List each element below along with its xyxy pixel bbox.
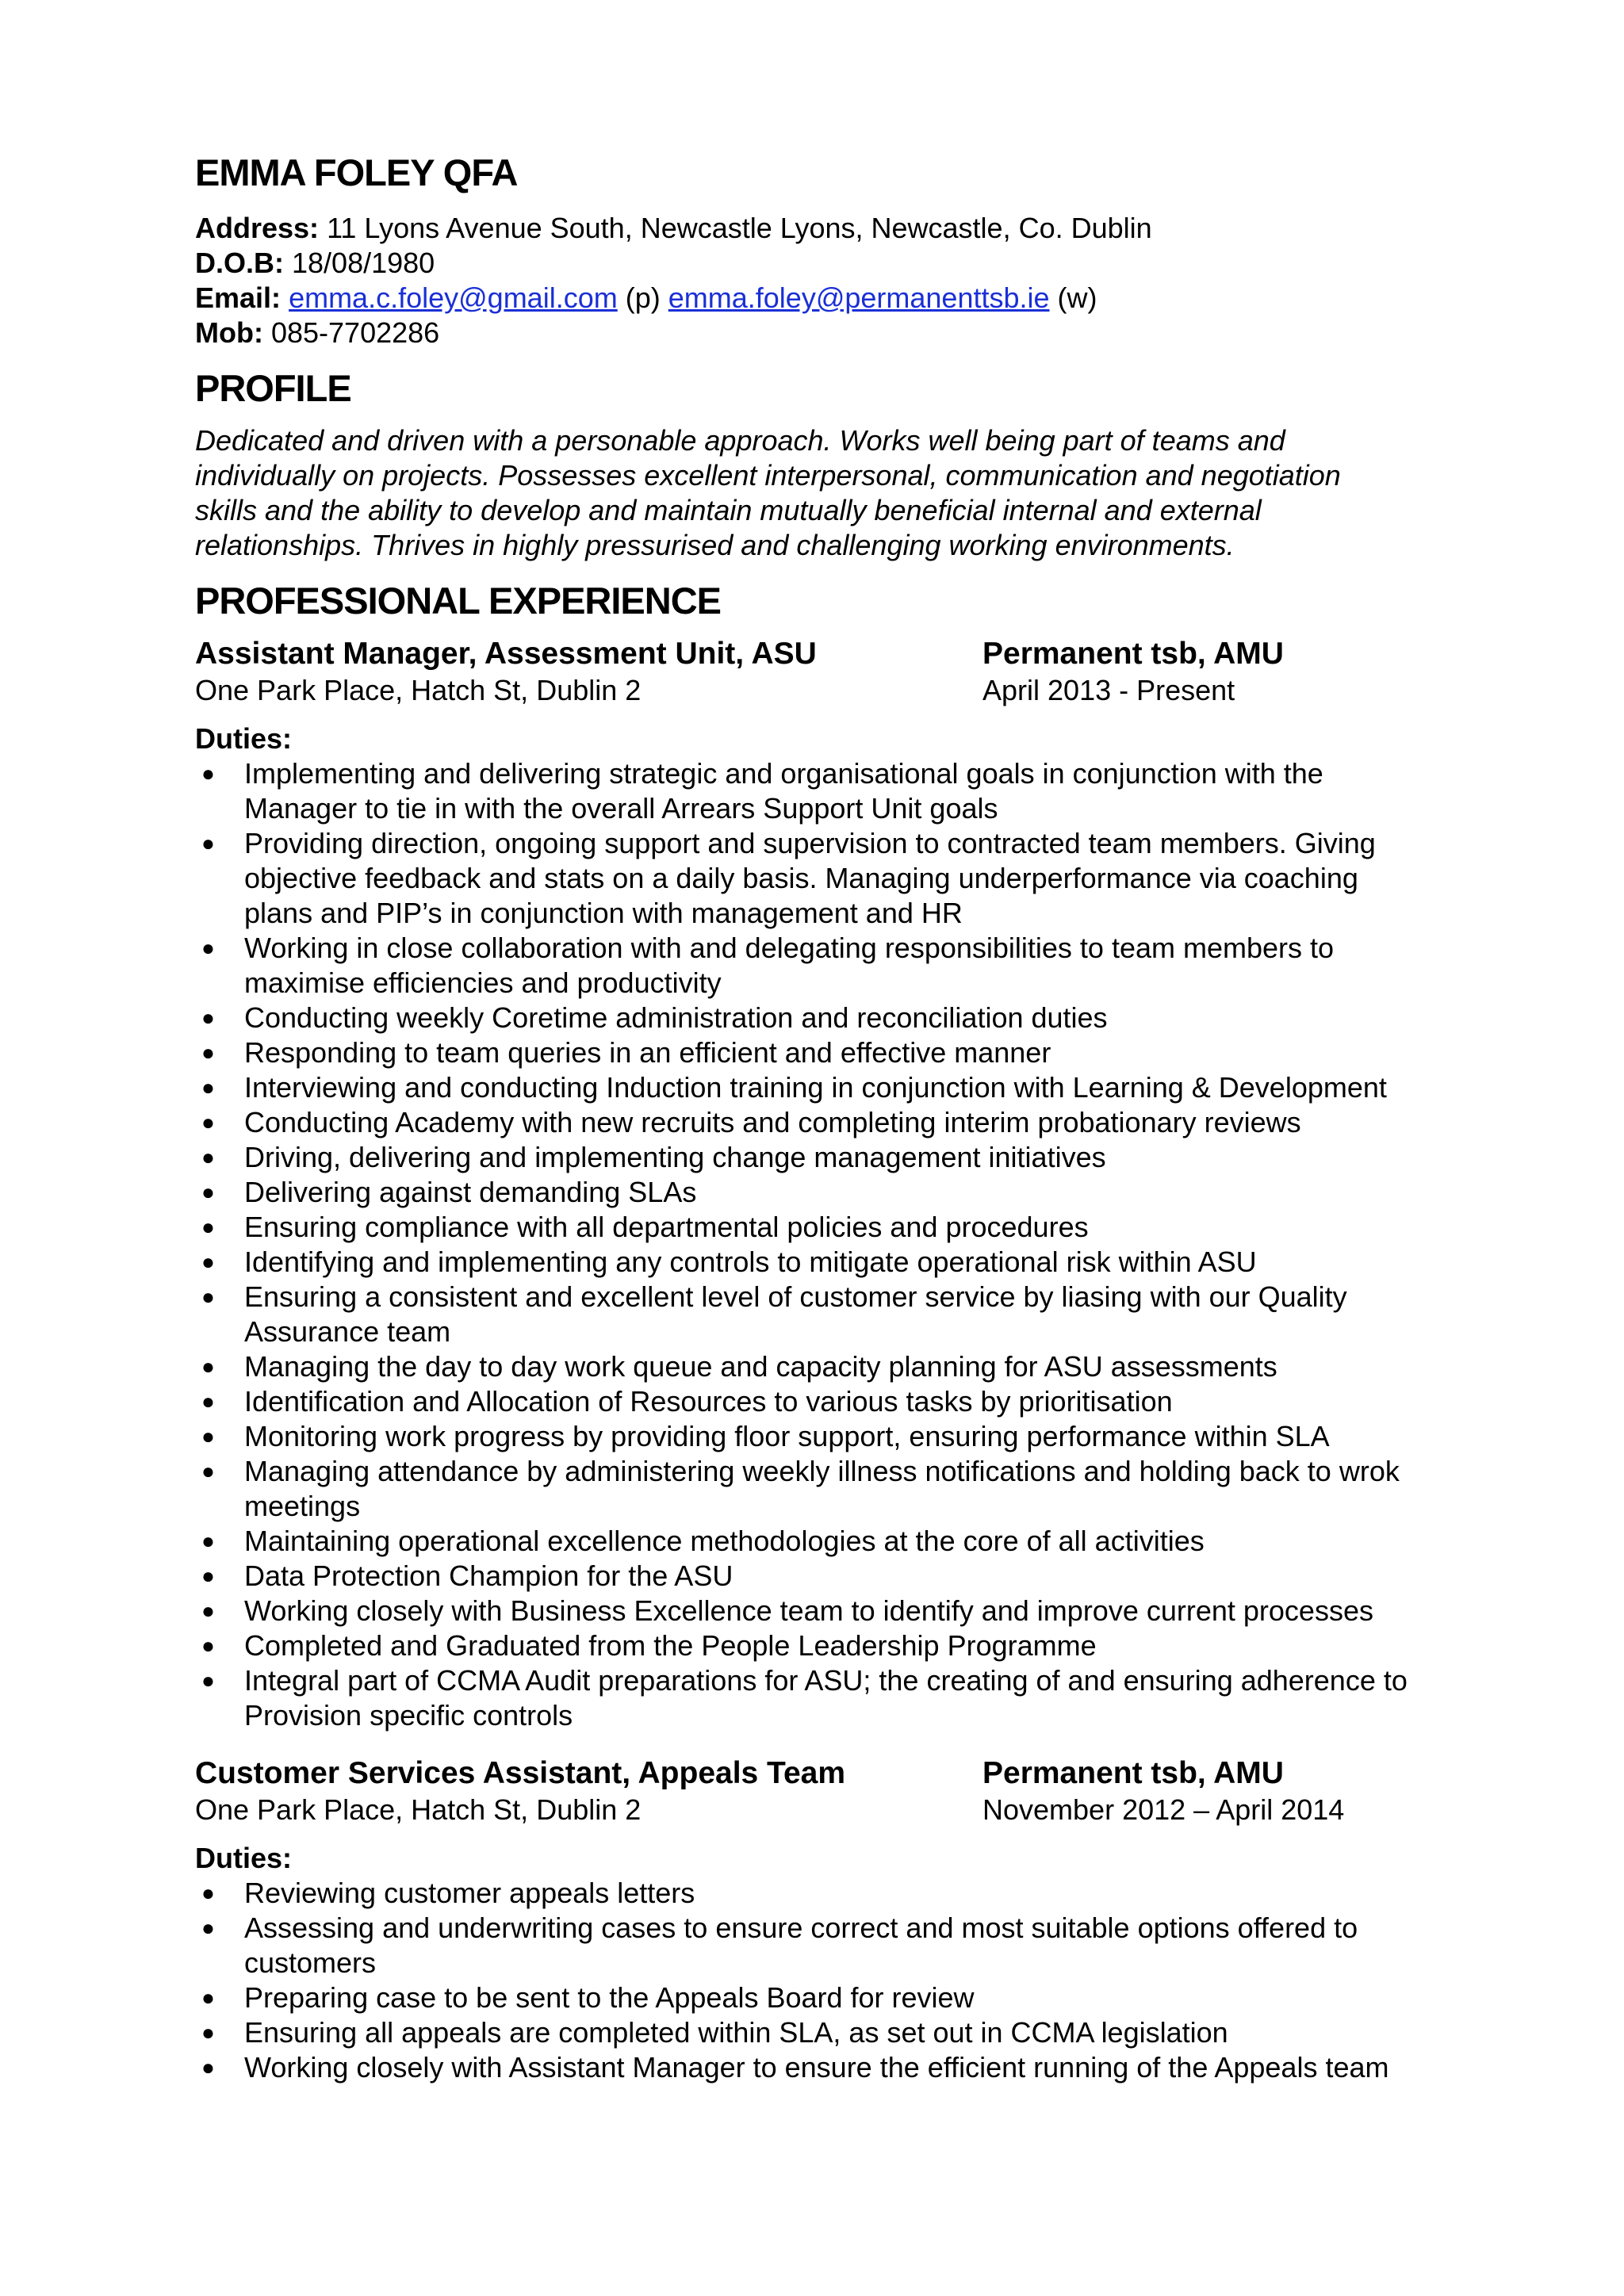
- duty-line: ● Ensuring a consistent and excellent level of customer service by liasing with our Quality: [244, 1280, 1347, 1313]
- duty-item: [195, 1524, 1496, 1559]
- work-email-tag: (w): [1057, 281, 1097, 314]
- address-label: Address:: [195, 212, 320, 244]
- duty-item: [195, 1454, 1496, 1524]
- duty-line: ● Reviewing customer appeals letters: [244, 1877, 695, 1909]
- cv-content: [195, 151, 1496, 2085]
- duty-item: [195, 1663, 1496, 1733]
- address-line: [195, 211, 1496, 246]
- duties-list: [195, 1876, 1496, 2085]
- duty-item: [195, 1419, 1496, 1454]
- job-entry: [195, 1755, 1496, 2085]
- duty-line: ● Working closely with Business Excellence team to identify and improve current processes: [244, 1594, 1373, 1627]
- candidate-name: EMMA FOLEY QFA: [195, 151, 518, 193]
- job-title: Assistant Manager, Assessment Unit, ASU: [195, 637, 817, 671]
- job-meta-row: [195, 1792, 1496, 1828]
- duty-item: [195, 1035, 1496, 1070]
- duty-item: [195, 1384, 1496, 1419]
- job-location: One Park Place, Hatch St, Dublin 2: [195, 674, 642, 706]
- duty-line: customers: [244, 1946, 377, 1979]
- duty-line: ● Ensuring all appeals are completed within SLA, as set out in CCMA legislation: [244, 2016, 1228, 2049]
- duty-line: ● Managing attendance by administering weekly illness notifications and holding back to wrok: [244, 1455, 1400, 1487]
- email-label: Email:: [195, 281, 282, 314]
- job-title-row: [195, 636, 1496, 672]
- duty-line: ● Implementing and delivering strategic and organisational goals in conjunction with the: [244, 757, 1323, 790]
- duty-line: ● Interviewing and conducting Induction training in conjunction with Learning & Development: [244, 1071, 1387, 1104]
- profile-line: Dedicated and driven with a personable approach. Works well being part of teams and: [195, 424, 1285, 457]
- duty-item: [195, 1245, 1496, 1280]
- duty-line: ● Completed and Graduated from the People Leadership Programme: [244, 1629, 1097, 1662]
- duty-line: objective feedback and stats on a daily basis. Managing underperformance via coaching: [244, 862, 1358, 894]
- job-entry: [195, 636, 1496, 1733]
- duty-line: ● Conducting Academy with new recruits and completing interim probationary reviews: [244, 1106, 1301, 1138]
- duty-line: ● Identification and Allocation of Resources to various tasks by prioritisation: [244, 1385, 1173, 1418]
- duty-item: [195, 1594, 1496, 1628]
- duty-line: meetings: [244, 1490, 361, 1522]
- duty-line: Provision specific controls: [244, 1699, 573, 1732]
- duty-item: [195, 1559, 1496, 1594]
- duty-line: ● Ensuring compliance with all departmental policies and procedures: [244, 1211, 1089, 1243]
- duty-line: ● Preparing case to be sent to the Appeals Board for review: [244, 1981, 975, 2014]
- duty-line: ● Conducting weekly Coretime administration and reconciliation duties: [244, 1001, 1108, 1034]
- duty-item: [195, 1001, 1496, 1035]
- duty-item: [195, 1175, 1496, 1210]
- experience-heading: PROFESSIONAL EXPERIENCE: [195, 580, 721, 622]
- profile-line: individually on projects. Possesses excellent interpersonal, communication and negotiation: [195, 459, 1341, 492]
- duty-item: [195, 2050, 1496, 2085]
- dob-label: D.O.B:: [195, 247, 284, 279]
- duty-item: [195, 1070, 1496, 1105]
- profile-line: relationships. Thrives in highly pressurised and challenging working environments.: [195, 529, 1235, 561]
- duty-line: ● Delivering against demanding SLAs: [244, 1176, 697, 1208]
- profile-text: [195, 423, 1496, 563]
- duty-line: ● Integral part of CCMA Audit preparations for ASU; the creating of and ensuring adherence to: [244, 1664, 1408, 1697]
- job-employer: Permanent tsb, AMU: [982, 1756, 1284, 1790]
- profile-line: skills and the ability to develop and maintain mutually beneficial internal and external: [195, 494, 1262, 526]
- duty-item: [195, 1140, 1496, 1175]
- contact-details: [195, 211, 1496, 350]
- duty-item: [195, 1980, 1496, 2015]
- job-title: Customer Services Assistant, Appeals Team: [195, 1756, 846, 1790]
- mobile-line: [195, 316, 1496, 350]
- profile-heading: PROFILE: [195, 367, 351, 409]
- job-dates: April 2013 - Present: [982, 674, 1235, 706]
- mobile-value: 085-7702286: [270, 316, 440, 349]
- duty-item: [195, 1210, 1496, 1245]
- duties-list: [195, 756, 1496, 1733]
- job-employer: Permanent tsb, AMU: [982, 637, 1284, 671]
- duty-item: [195, 1876, 1496, 1911]
- duty-line: plans and PIP’s in conjunction with management and HR: [244, 897, 963, 929]
- dob-value: 18/08/1980: [292, 247, 435, 279]
- duty-line: Manager to tie in with the overall Arrears Support Unit goals: [244, 792, 998, 825]
- duty-item: [195, 1911, 1496, 1980]
- duty-line: ● Providing direction, ongoing support and supervision to contracted team members. Giving: [244, 827, 1376, 859]
- job-location: One Park Place, Hatch St, Dublin 2: [195, 1793, 642, 1826]
- job-dates: November 2012 – April 2014: [982, 1793, 1345, 1826]
- email-line: [195, 281, 1496, 316]
- job-title-row: [195, 1755, 1496, 1792]
- dob-line: [195, 246, 1496, 281]
- duty-line: ● Managing the day to day work queue and capacity planning for ASU assessments: [244, 1350, 1277, 1383]
- duty-item: [195, 1349, 1496, 1384]
- duty-line: ● Responding to team queries in an efficient and effective manner: [244, 1036, 1051, 1069]
- duty-item: [195, 1628, 1496, 1663]
- mobile-label: Mob:: [195, 316, 263, 349]
- duty-item: [195, 756, 1496, 826]
- personal-email-link[interactable]: emma.c.foley@gmail.com: [289, 281, 618, 314]
- duty-line: ● Identifying and implementing any controls to mitigate operational risk within ASU: [244, 1246, 1257, 1278]
- duty-item: [195, 1105, 1496, 1140]
- duty-line: ● Working closely with Assistant Manager to ensure the efficient running of the Appeals team: [244, 2051, 1389, 2084]
- duty-line: ● Maintaining operational excellence methodologies at the core of all activities: [244, 1525, 1205, 1557]
- duties-label: Duties:: [195, 1842, 293, 1874]
- duty-item: [195, 826, 1496, 931]
- duty-item: [195, 1280, 1496, 1349]
- duty-line: ● Driving, delivering and implementing change management initiatives: [244, 1141, 1106, 1173]
- duty-item: [195, 931, 1496, 1001]
- work-email-link[interactable]: emma.foley@permanenttsb.ie: [668, 281, 1050, 314]
- duties-label: Duties:: [195, 722, 293, 755]
- duty-line: ● Working in close collaboration with and delegating responsibilities to team members to: [244, 932, 1335, 964]
- job-meta-row: [195, 672, 1496, 709]
- address-value: 11 Lyons Avenue South, Newcastle Lyons, Newcastle, Co. Dublin: [327, 212, 1152, 244]
- duty-line: ● Data Protection Champion for the ASU: [244, 1559, 733, 1592]
- duty-line: Assurance team: [244, 1315, 451, 1348]
- duty-line: ● Assessing and underwriting cases to ensure correct and most suitable options offered to: [244, 1911, 1358, 1944]
- duty-line: maximise efficiencies and productivity: [244, 966, 722, 999]
- personal-email-tag: (p): [625, 281, 661, 314]
- duty-item: [195, 2015, 1496, 2050]
- duty-line: ● Monitoring work progress by providing floor support, ensuring performance within SLA: [244, 1420, 1330, 1452]
